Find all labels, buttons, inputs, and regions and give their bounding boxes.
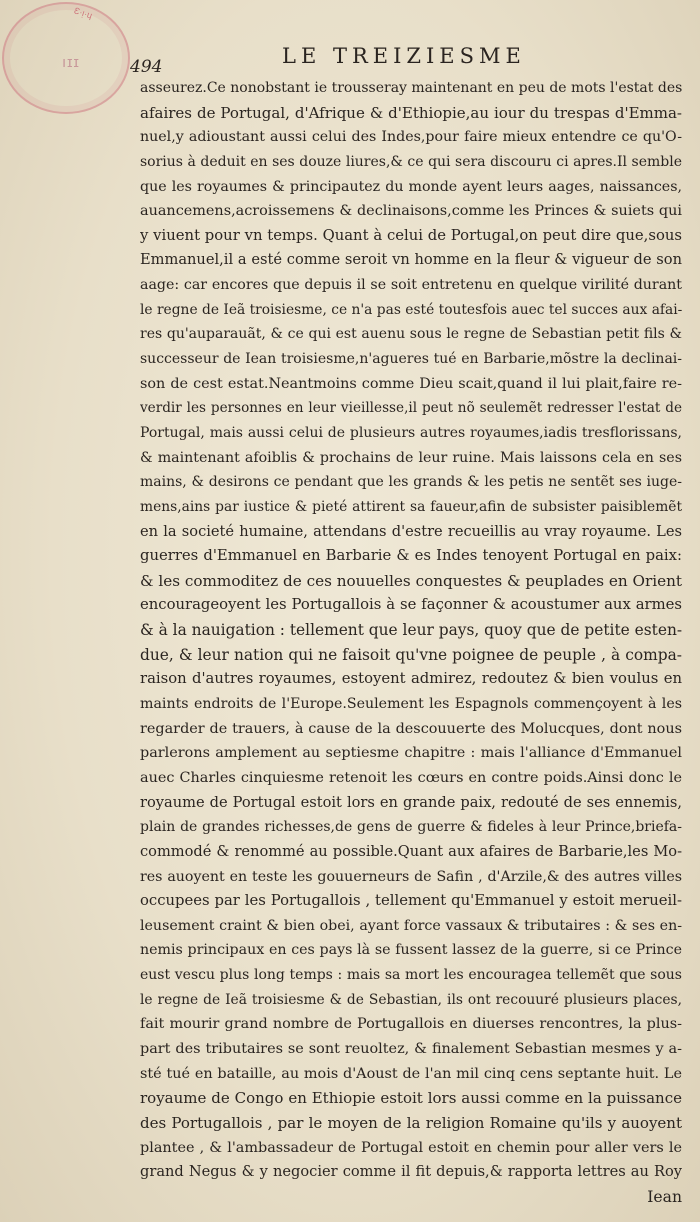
text-line: eust vescu plus long temps : mais sa mort les encouragea tellemẽt que sous xyxy=(140,967,682,984)
text-line: aage: car encores que depuis il se soit entretenu en quelque virilité durant xyxy=(140,277,682,294)
text-line: nuel,y adioustant aussi celui des Indes,pour faire mieux entendre ce qu'O- xyxy=(140,129,682,146)
text-line: nemis principaux en ces pays là se fussent lassez de la guerre, si ce Prince xyxy=(140,942,682,959)
text-line: royaume de Portugal estoit lors en grande paix, redouté de ses ennemis, xyxy=(140,793,682,811)
text-line: encourageoyent les Portugallois à se façonner & acoustumer aux armes xyxy=(140,596,682,614)
text-line: raison d'autres royaumes, estoyent admirez, redoutez & bien voulus en xyxy=(140,670,682,688)
text-line: & maintenant afoiblis & prochains de leur ruine. Mais laissons cela en ses xyxy=(140,449,682,466)
text-line: plantee , & l'ambassadeur de Portugal estoit en chemin pour aller vers le xyxy=(140,1139,682,1156)
text-line: sté tué en bataille, au mois d'Aoust de l'an mil cinq cens septante huit. Le xyxy=(140,1065,682,1082)
text-line: regarder de trauers, à cause de la descouuerte des Molucques, dont nous xyxy=(140,720,682,737)
text-line: le regne de Ieã troisiesme, ce n'a pas esté toutesfois auec tel succes aux afai- xyxy=(140,301,682,318)
text-line: mains, & desirons ce pendant que les grands & les petis ne sentẽt ses iuge- xyxy=(140,474,682,491)
text-line: Iean xyxy=(647,1187,682,1206)
text-line: royaume de Congo en Ethiopie estoit lors aussi comme en la puissance xyxy=(140,1089,682,1108)
text-line: leusement craint & bien obei, ayant force vassaux & tributaires : & ses en- xyxy=(140,917,682,934)
text-line: guerres d'Emmanuel en Barbarie & es Indes tenoyent Portugal en paix: xyxy=(140,547,682,565)
stamp-rim-text: Ɛ·ᴉ·ɥ xyxy=(72,5,94,21)
text-line: occupees par les Portugallois , tellement qu'Emmanuel y estoit merueil- xyxy=(140,892,682,910)
text-line: verdir les personnes en leur vieillesse,il peut nõ seulemẽt redresser l'estat de xyxy=(140,400,682,417)
text-line: & à la nauigation : tellement que leur pays, quoy que de petite esten- xyxy=(140,621,682,640)
text-line: le regne de Ieã troisiesme & de Sebastian, ils ont recouuré plusieurs places, xyxy=(140,991,682,1008)
text-line: que les royaumes & principautez du monde ayent leurs aages, naissances, xyxy=(140,178,682,195)
text-line: auec Charles cinquiesme retenoit les cœurs en contre poids.Ainsi donc le xyxy=(140,769,682,786)
text-line: auancemens,acroissemens & declinaisons,comme les Princes & suiets qui xyxy=(140,203,682,220)
text-line: y viuent pour vn temps. Quant à celui de Portugal,on peut dire que,sous xyxy=(140,226,682,244)
text-line: plain de grandes richesses,de gens de guerre & fideles à leur Prince,briefa- xyxy=(140,819,682,836)
text-line: mens,ains par iustice & pieté attirent sa faueur,afin de subsister paisiblemẽt xyxy=(140,498,682,515)
running-head: LE TREIZIESME xyxy=(282,44,526,68)
text-line: successeur de Iean troisiesme,n'agueres tué en Barbarie,mõstre la declinai- xyxy=(140,351,682,368)
text-line: res auoyent en teste les gouuerneurs de Safin , d'Arzile,& des autres villes xyxy=(140,868,682,885)
text-line: due, & leur nation qui ne faisoit qu'vne poignee de peuple , à compa- xyxy=(140,645,682,664)
text-line: parlerons amplement au septiesme chapitre : mais l'alliance d'Emmanuel xyxy=(140,745,682,762)
text-line: Emmanuel,il a esté comme seroit vn homme en la fleur & vigueur de son xyxy=(140,251,682,269)
text-line: fait mourir grand nombre de Portugallois en diuerses rencontres, la plus- xyxy=(140,1016,682,1033)
text-line: Portugal, mais aussi celui de plusieurs autres royaumes,iadis tresflorissans, xyxy=(140,424,682,441)
text-line: & les commoditez de ces nouuelles conquestes & peuplades en Orient xyxy=(140,571,682,590)
text-line: des Portugallois , par le moyen de la religion Romaine qu'ils y auoyent xyxy=(140,1113,682,1132)
page-number: 494 xyxy=(130,57,163,77)
text-line: grand Negus & y negocier comme il fit depuis,& rapporta lettres au Roy xyxy=(140,1163,682,1181)
body-text xyxy=(140,76,682,1209)
text-line: commodé & renommé au possible.Quant aux afaires de Barbarie,les Mo- xyxy=(140,842,682,860)
library-stamp xyxy=(2,2,130,114)
text-line: son de cest estat.Neantmoins comme Dieu scait,quand il lui plait,faire re- xyxy=(140,375,682,392)
text-line: res qu'auparauãt, & ce qui est auenu sous le regne de Sebastian petit fils & xyxy=(140,326,682,343)
text-line: sorius à deduit en ses douze liures,& ce qui sera discouru ci apres.Il semble xyxy=(140,153,682,170)
text-line: en la societé humaine, attendans d'estre recueillis au vray royaume. Les xyxy=(140,522,682,540)
stamp-text: ıɪɪ xyxy=(62,54,80,71)
text-line: asseurez.Ce nonobstant ie trousseray maintenant en peu de mots l'estat des xyxy=(140,80,682,96)
text-line: maints endroits de l'Europe.Seulement les Espagnols commençoyent à les xyxy=(140,696,682,713)
text-line: afaires de Portugal, d'Afrique & d'Ethiopie,au iour du trespas d'Emma- xyxy=(140,103,682,122)
text-line: part des tributaires se sont reuoltez, & finalement Sebastian mesmes y a- xyxy=(140,1040,682,1057)
